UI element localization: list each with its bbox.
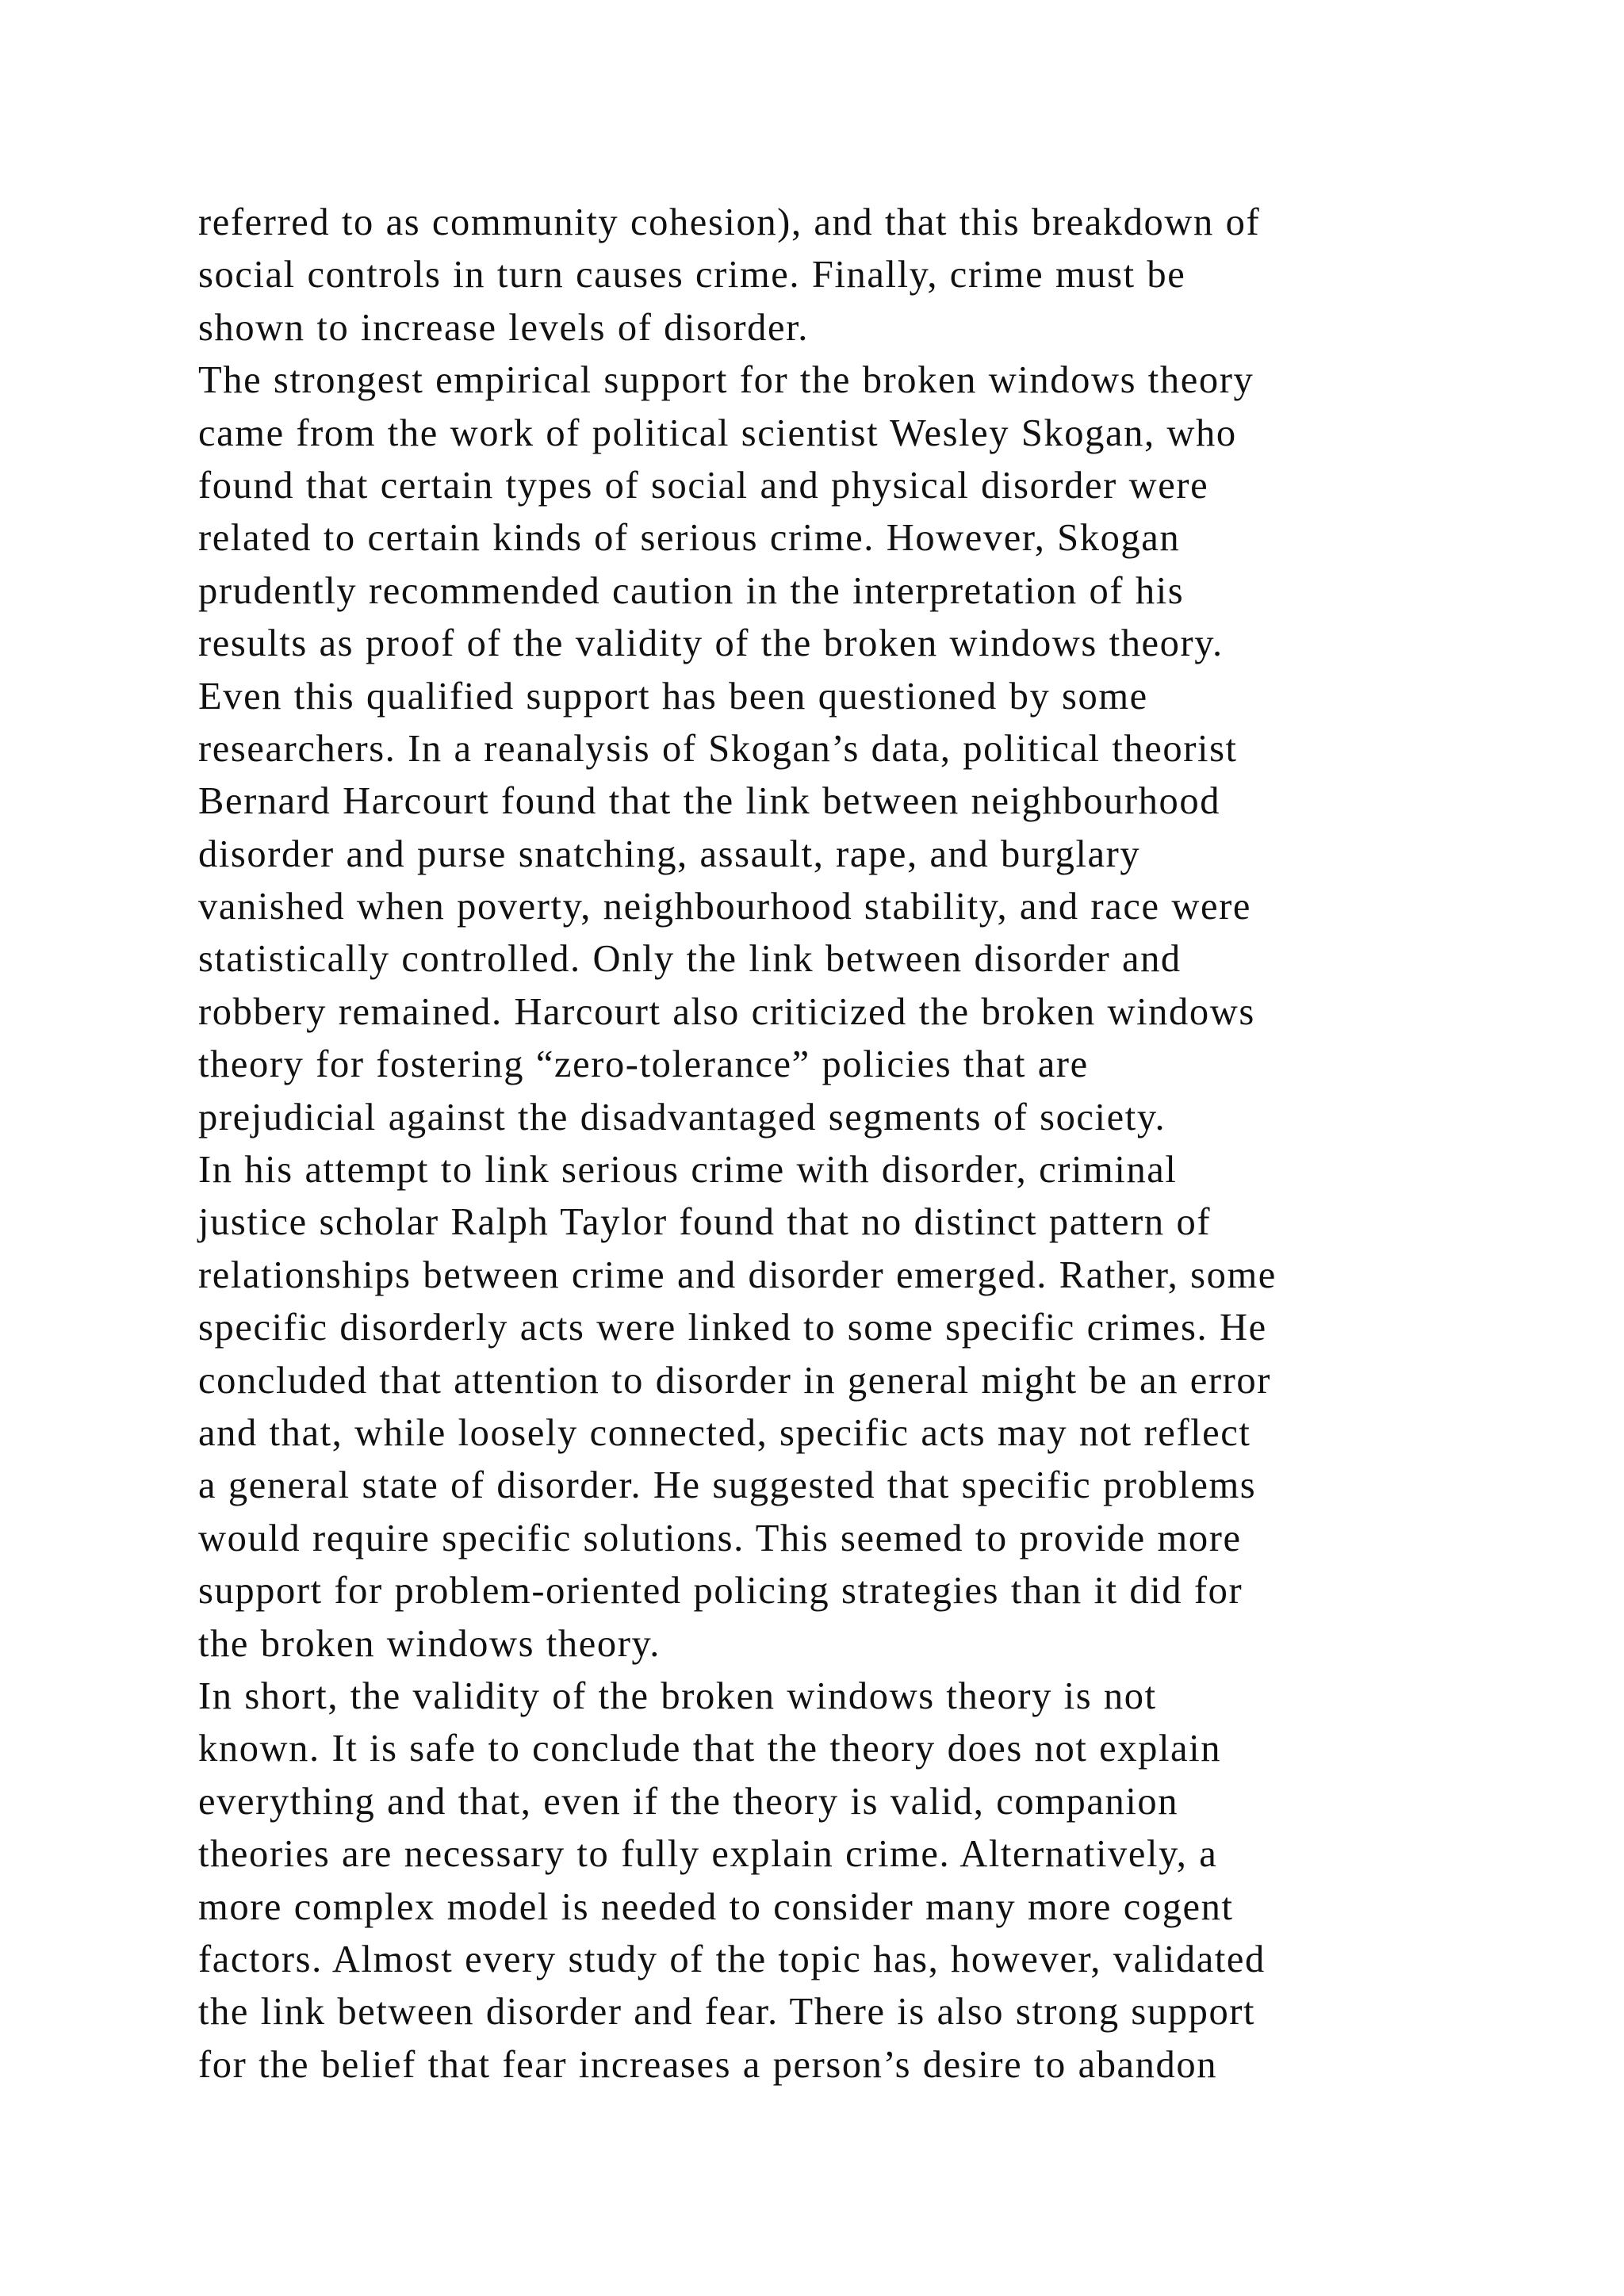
text-line-25: a general state of disorder. He suggested that specific problems	[198, 1464, 1257, 1507]
text-line-12: Bernard Harcourt found that the link between neighbourhood	[198, 780, 1221, 823]
text-line-36: for the belief that fear increases a person’s desire to abandon	[198, 2043, 1218, 2086]
text-line-23: concluded that attention to disorder in general might be an error	[198, 1359, 1272, 1402]
text-line-31: everything and that, even if the theory is valid, companion	[198, 1780, 1179, 1823]
text-line-35: the link between disorder and fear. There is also strong support	[198, 1991, 1256, 2034]
text-line-4: The strongest empirical support for the broken windows theory	[198, 359, 1254, 402]
text-line-5: came from the work of political scientist Wesley Skogan, who	[198, 411, 1237, 454]
text-line-32: theories are necessary to fully explain crime. Alternatively, a	[198, 1833, 1218, 1876]
text-line-2: social controls in turn causes crime. Finally, crime must be	[198, 254, 1186, 297]
text-line-16: robbery remained. Harcourt also criticized the broken windows	[198, 990, 1255, 1033]
text-line-18: prejudicial against the disadvantaged segments of society.	[198, 1096, 1166, 1138]
text-line-19: In his attempt to link serious crime with disorder, criminal	[198, 1149, 1178, 1192]
text-line-8: prudently recommended caution in the interpretation of his	[198, 569, 1185, 612]
text-line-6: found that certain types of social and physical disorder were	[198, 464, 1209, 507]
text-line-11: researchers. In a reanalysis of Skogan’s data, political theorist	[198, 727, 1238, 770]
text-line-7: related to certain kinds of serious crime. However, Skogan	[198, 517, 1181, 560]
text-line-30: known. It is safe to conclude that the theory does not explain	[198, 1728, 1222, 1770]
text-line-28: the broken windows theory.	[198, 1622, 661, 1665]
text-line-20: justice scholar Ralph Taylor found that no distinct pattern of	[198, 1201, 1212, 1244]
text-line-34: factors. Almost every study of the topic has, however, validated	[198, 1938, 1266, 1980]
text-line-21: relationships between crime and disorder emerged. Rather, some	[198, 1253, 1277, 1296]
text-line-1: referred to as community cohesion), and that this breakdown of	[198, 201, 1261, 243]
text-line-29: In short, the validity of the broken windows theory is not	[198, 1674, 1157, 1717]
text-line-13: disorder and purse snatching, assault, rape, and burglary	[198, 832, 1141, 875]
body-text	[198, 197, 1483, 2091]
text-line-17: theory for fostering “zero-tolerance” policies that are	[198, 1043, 1089, 1086]
text-line-26: would require specific solutions. This seemed to provide more	[198, 1517, 1242, 1559]
text-line-33: more complex model is needed to consider many more cogent	[198, 1885, 1234, 1928]
text-line-3: shown to increase levels of disorder.	[198, 306, 809, 349]
text-line-10: Even this qualified support has been questioned by some	[198, 675, 1148, 718]
text-line-27: support for problem-oriented policing strategies than it did for	[198, 1570, 1243, 1613]
text-line-9: results as proof of the validity of the broken windows theory.	[198, 622, 1224, 665]
text-line-24: and that, while loosely connected, specific acts may not reflect	[198, 1411, 1251, 1454]
text-line-14: vanished when poverty, neighbourhood stability, and race were	[198, 886, 1251, 928]
text-line-15: statistically controlled. Only the link between disorder and	[198, 938, 1182, 981]
text-line-22: specific disorderly acts were linked to some specific crimes. He	[198, 1307, 1267, 1349]
